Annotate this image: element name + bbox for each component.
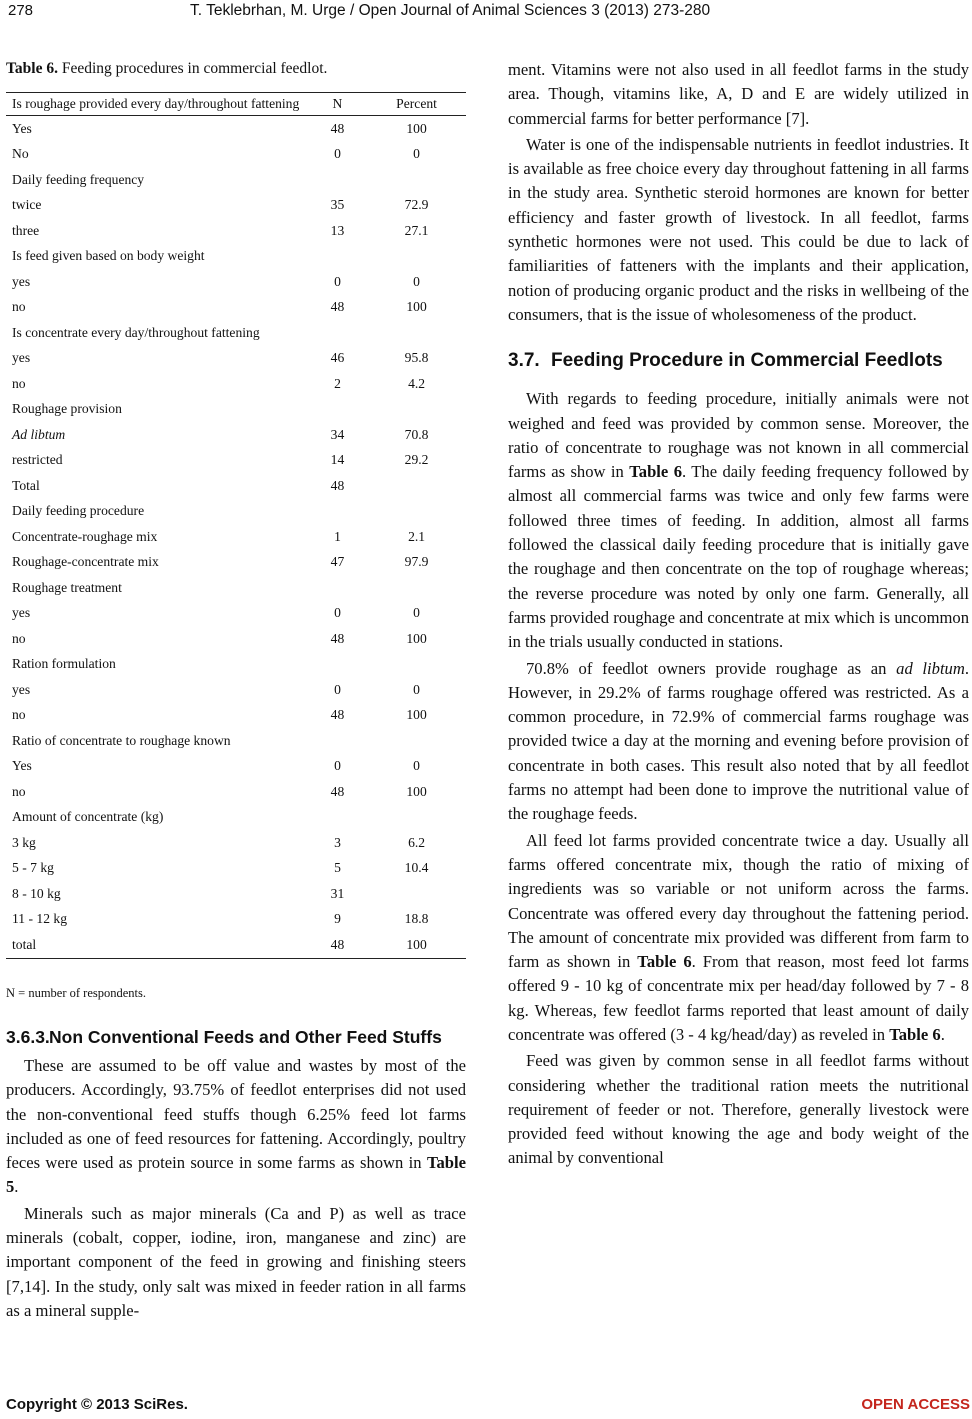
paragraph-text: . The daily feeding frequency followed by almost all commercial farms was twice and only few farms were followed three times of feeding. In addition, almost all farms followed the classical daily feeding procedure that is initially gave the roughage and then concentrate on the top of roughage whereas; the reverse procedure was noted by only one farm. Generally, all farms provided roughage and concentrate at mix which is uncommon in the trials usually conducted in stations. [508,462,970,652]
row-n: 48 [330,783,345,799]
table-row [6,677,466,703]
paragraph [508,829,969,1048]
table-body [6,116,466,959]
row-n: 9 [334,911,341,927]
row-percent: 100 [406,299,427,315]
section-heading-3-6-3 [6,1026,466,1048]
row-percent: 6.2 [408,834,426,850]
table-caption-label: Table 6. [6,60,58,77]
paragraph-text: All feed lot farms provided concentrate twice a day. Usually all farms offered concentrate mix, though the ratio of mixing of ingredients was so variable or not uniform across the farms. Concentrate was offered every day throughout the fattening period. The amount of concentrate mix provided was different from farm to farm as shown in [508,830,969,972]
row-percent: 0 [413,273,420,289]
row-percent: 100 [406,630,427,646]
table-row [6,652,466,678]
table-row [6,626,466,652]
section-title: Non Conventional Feeds and Other Feed Stuffs [49,1027,442,1047]
row-n [308,652,361,678]
page-number: 278 [8,2,34,19]
table-row [6,575,466,601]
table-reference: Table 6 [637,952,692,972]
row-n [308,167,361,193]
row-percent: 72.9 [404,197,429,213]
row-percent: 95.8 [404,350,429,366]
table-row [6,473,466,499]
column-header-percent: Percent [396,96,437,111]
paragraph [508,387,969,654]
row-percent: 10.4 [404,860,429,876]
table-reference: Table 6 [889,1024,941,1044]
row-percent [361,728,466,754]
row-percent: 4.2 [408,375,426,391]
row-n: 0 [334,273,341,289]
row-percent: 100 [406,936,427,952]
table-note: N = number of respondents. [6,986,147,1000]
row-n: 46 [330,350,345,366]
table-row [6,295,466,321]
paragraph-text: . From that reason, most feed lot farms offered 9 - 10 kg of concentrate mix per head/day followed by 7 - 8 kg. Whereas, few feedlot farms reported that least amount of daily concentrate was offered (3 - 4 kg/head/day) as reveled in [508,952,970,1044]
paragraph-text: . However, in 29.2% of farms roughage offered was restricted. As a common procedure, in 72.9% of commercial farms roughage was provided twice a day at the morning and evening before provision of concentrate in both cases. This result also noted that by all feedlot farms no attempt had been done to improve the nutritional value of the roughage feeds. [508,658,969,824]
column-header-n: N [332,96,343,111]
row-n: 0 [334,681,341,697]
table-reference: Table 5 [6,1153,466,1197]
section-number: 3.6.3. [6,1027,50,1047]
row-n: 48 [330,630,345,646]
paragraph [6,1054,466,1200]
row-label: 5 - 7 kg [12,860,54,876]
copyright: Copyright © 2013 SciRes. [6,1396,188,1413]
row-n [308,397,361,423]
table-row [6,193,466,219]
page-footer [6,1396,970,1416]
table-row [6,422,466,448]
row-n: 3 [334,834,341,850]
row-percent: 70.8 [404,426,429,442]
table-row [6,269,466,295]
paragraph: Feed was given by common sense in all feedlot farms without considering whether the traditional ration meets the nutritional requirement of feeder or not. Therefore, generally livestock were provided feed without knowing the age and body weight of the animal by conventional [508,1051,969,1168]
table-header-row [6,93,466,116]
row-n: 34 [330,426,345,442]
row-percent: 27.1 [404,222,429,238]
table-row [6,703,466,729]
paragraph-text: With regards to feeding procedure, initially animals were not weighed and feed was provided by common sense. Moreover, the ratio of concentrate to roughage was not known in all commercial farms as show in [508,389,969,482]
row-percent [361,244,466,270]
row-label: 8 - 10 kg [12,885,61,901]
row-label: Roughage treatment [12,579,122,595]
table-row [6,856,466,882]
row-label: Total [12,477,40,493]
row-n [308,244,361,270]
row-label: no [12,299,26,315]
table-caption-text: Feeding procedures in commercial feedlot. [57,60,328,77]
paragraph: ment. Vitamins were not also used in all feedlot farms in the study area. Though, vitamins like, A, D and E are widely utilized in commercial farms for better performance [7]. [508,60,969,128]
row-percent [361,575,466,601]
row-percent [361,499,466,525]
row-percent [361,167,466,193]
table-row [6,881,466,907]
row-label: yes [12,350,31,366]
row-percent: 0 [413,146,420,162]
table-row [6,524,466,550]
row-percent: 100 [406,707,427,723]
running-title: T. Teklebrhan, M. Urge / Open Journal of Animal Sciences 3 (2013) 273-280 [190,2,711,19]
row-n [308,805,361,831]
row-n: 35 [330,197,345,213]
table-row [6,142,466,168]
row-label: Amount of concentrate (kg) [12,809,164,825]
paragraph-text: . [14,1177,19,1197]
row-n [308,728,361,754]
row-label: 3 kg [12,834,36,850]
open-access-label: OPEN ACCESS [861,1396,970,1413]
row-n: 31 [330,885,345,901]
table-row [6,779,466,805]
table-row [6,805,466,831]
row-percent [361,320,466,346]
row-percent: 97.9 [404,554,429,570]
row-label: No [12,146,29,162]
italic-term: ad libtum [896,658,965,678]
row-label: no [12,783,26,799]
paragraph-text: . [940,1024,945,1044]
row-n: 2 [334,375,341,391]
row-percent [361,805,466,831]
table-row [6,932,466,958]
row-n: 47 [330,554,345,570]
row-percent: 0 [413,681,420,697]
row-n: 48 [330,936,345,952]
row-n [308,320,361,346]
row-n: 48 [330,707,345,723]
section-title: Feeding Procedure in Commercial Feedlots [551,350,943,372]
row-n: 0 [334,605,341,621]
row-percent: 2.1 [408,528,426,544]
table-row [6,601,466,627]
row-label: twice [12,197,42,213]
row-label: Yes [12,120,32,136]
table-row [6,728,466,754]
table-row [6,550,466,576]
row-percent: 100 [406,120,427,136]
row-percent [361,881,466,907]
left-column-body [6,1026,466,1323]
row-n: 0 [334,758,341,774]
row-percent [361,652,466,678]
paragraph-text: 70.8% of feedlot owners provide roughage as an [526,658,897,678]
row-label: Concentrate-roughage mix [12,528,158,544]
row-n [308,499,361,525]
table-row [6,499,466,525]
row-label: Ad libtum [12,426,66,442]
column-header-question: Is roughage provided every day/throughout fattening [12,96,300,111]
paragraph [508,657,969,827]
row-label: yes [12,273,31,289]
row-label: 11 - 12 kg [12,911,67,927]
row-label: total [12,936,37,952]
row-percent: 18.8 [404,911,429,927]
row-label: no [12,630,26,646]
table-row [6,346,466,372]
table-row [6,320,466,346]
table-row [6,218,466,244]
row-label: Roughage-concentrate mix [12,554,159,570]
row-label: no [12,707,26,723]
page-header [0,0,972,30]
row-label: no [12,375,26,391]
row-label: yes [12,605,31,621]
table-row [6,371,466,397]
row-label: Is concentrate every day/throughout fattening [12,324,260,340]
table-row [6,830,466,856]
table-row [6,754,466,780]
row-percent: 0 [413,605,420,621]
row-n: 13 [330,222,345,238]
paragraph-text: These are assumed to be off value and wastes by most of the producers. Accordingly, 93.75% of feedlot enterprises did not used the non-conventional feed stuffs though 6.25% feed lot farms included as one of feed resources for fattening. Accordingly, poultry feces were used as protein source in some farms as shown in [6,1056,466,1173]
row-n: 1 [334,528,341,544]
row-n: 48 [330,299,345,315]
row-label: restricted [12,452,63,468]
row-n: 0 [334,146,341,162]
row-label: Ratio of concentrate to roughage known [12,732,231,748]
paragraph: Minerals such as major minerals (Ca and P) as well as trace minerals (cobalt, copper, iodine, iron, manganese and zinc) are important component of the feed in growing and finishing steers [7,14]. In the study, only salt was mixed in feeder ration in all farms as a mineral supple- [6,1203,466,1320]
row-label: Is feed given based on body weight [12,248,205,264]
row-percent: 100 [406,783,427,799]
row-n: 48 [330,477,345,493]
table-caption [6,60,327,78]
row-label: Yes [12,758,32,774]
row-label: Daily feeding frequency [12,171,145,187]
section-number: 3.7. [508,350,540,372]
row-n [308,575,361,601]
table-row [6,116,466,142]
table-row [6,244,466,270]
row-percent: 0 [413,758,420,774]
paragraph: Water is one of the indispensable nutrients in feedlot industries. It is available as free choice every day throughout fattening in all farms in the study area. Synthetic steroid hormones are known for better efficiency and faster growth of livestock. In all feedlot, farms synthetic hormones were not used. This could be due to lack of familiarities of fatteners with the implants and their application, notion of producing organic product and the risks in wellbeing of the consumers, that is the issue of wholesomeness of the product. [508,134,969,324]
row-label: three [12,222,40,238]
section-heading-3-7 [508,349,969,373]
table-row [6,397,466,423]
table-row [6,167,466,193]
table-row [6,448,466,474]
row-n: 5 [334,860,341,876]
row-label: Ration formulation [12,656,116,672]
feeding-procedures-table [6,92,466,959]
row-label: yes [12,681,31,697]
row-percent [361,473,466,499]
row-percent [361,397,466,423]
row-n: 14 [330,452,345,468]
table-row [6,907,466,933]
row-label: Roughage provision [12,401,122,417]
table-reference: Table 6 [629,462,682,482]
row-n: 48 [330,120,345,136]
right-column-body [508,58,969,1171]
row-percent: 29.2 [404,452,429,468]
row-label: Daily feeding procedure [12,503,145,519]
